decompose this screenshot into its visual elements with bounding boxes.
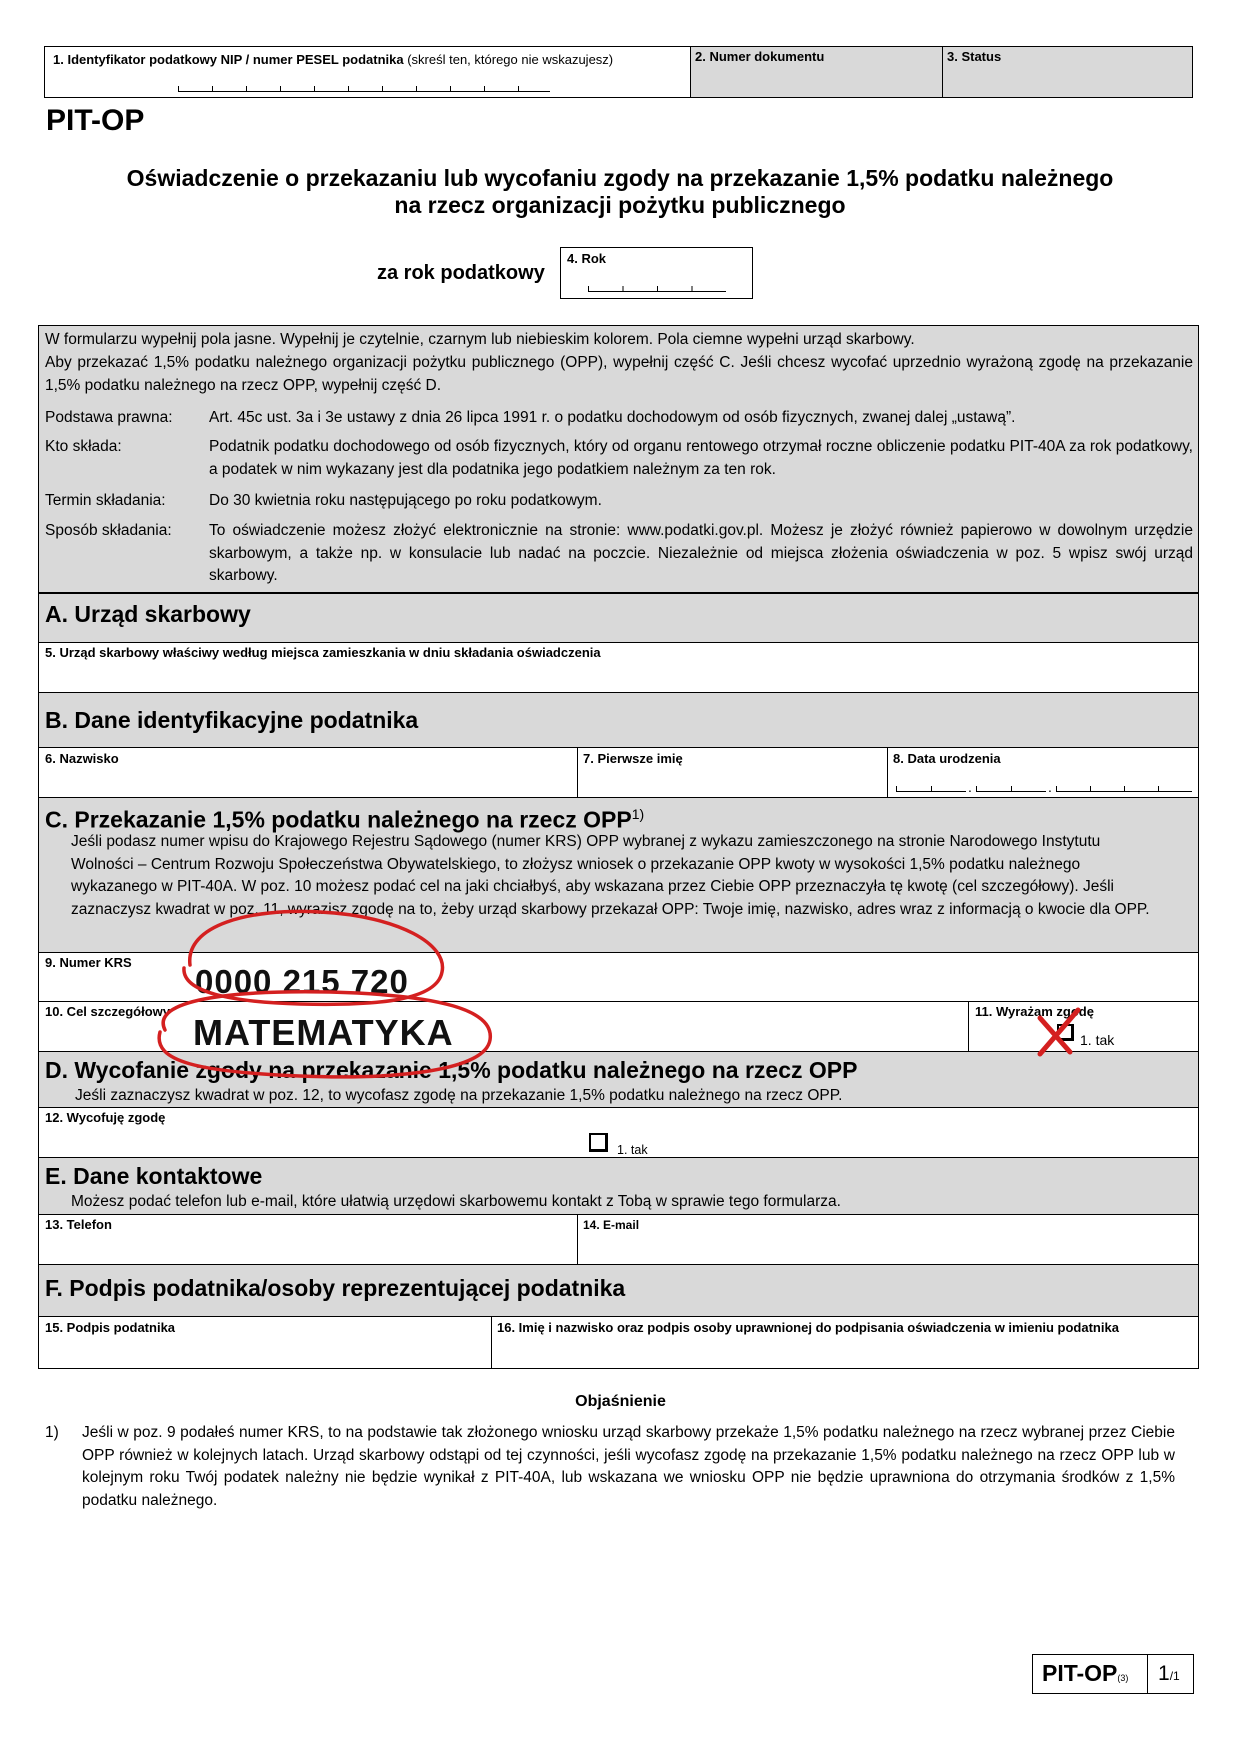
field-10-label: 10. Cel szczegółowy [45,1004,170,1019]
field-10-box[interactable] [38,1001,969,1052]
field-14-box[interactable] [577,1214,1199,1265]
field-12-option: 1. tak [617,1143,648,1157]
field-10-value: MATEMATYKA [193,1012,454,1053]
field-3-label: 3. Status [947,49,1002,64]
section-a-title: A. Urząd skarbowy [45,601,251,627]
section-b-title: B. Dane identyfikacyjne podatnika [45,707,419,733]
field-11-option: 1. tak [1080,1032,1115,1048]
field-13-label: 13. Telefon [45,1217,112,1232]
explanation-title: Objaśnienie [575,1393,666,1410]
field-11-label: 11. Wyrażam zgodę [975,1004,1094,1019]
info-row-legal-basis: Podstawa prawna: Art. 45c ust. 3a i 3e ustawy z dnia 26 lipca 1991 r. o podatku dochodowym od osób fizycznych, zwanej dalej „ustawą”. [45,409,1016,426]
info-row-method: Sposób składania: To oświadczenie możesz złożyć elektronicznie na stronie: www.podatki.gov.pl. Możesz je złożyć również papierowo w dowolnym urzędzie skarbowym, a także np. w konsulacie lub nadać na poczcie. Niezależnie od miejsca złożenia oświadczenia w poz. 5 wpisz swój urząd skarbowy. [45,522,1193,584]
birth-month-input[interactable] [976,786,1046,792]
field-1-label: 1. Identyfikator podatkowy NIP / numer PESEL podatnika (skreśl ten, którego nie wskazujesz) [53,52,614,67]
birth-day-input[interactable] [896,786,966,792]
section-d-description: Jeśli zaznaczysz kwadrat w poz. 12, to wycofasz zgodę na przekazanie 1,5% podatku należnego na rzecz OPP. [75,1087,843,1104]
intro-line-1: W formularzu wypełnij pola jasne. Wypełnij je czytelnie, czarnym lub niebieskim kolorem. Pola ciemne wypełni urząd skarbowy. [45,331,915,348]
date-separator: . [968,779,972,795]
section-f-title: F. Podpis podatnika/osoby reprezentującej podatnika [45,1275,626,1301]
field-4-label: 4. Rok [567,251,607,266]
title-line-1: Oświadczenie o przekazaniu lub wycofaniu zgody na przekazanie 1,5% podatku należnego [126,165,1114,191]
field-2-label: 2. Numer dokumentu [695,49,825,64]
field-13-box[interactable] [38,1214,578,1265]
field-6-label: 6. Nazwisko [45,751,119,766]
section-e-title: E. Dane kontaktowe [45,1163,263,1189]
section-e-description: Możesz podać telefon lub e-mail, które ułatwią urzędowi skarbowemu kontakt z Tobą w sprawie tego formularza. [71,1193,841,1210]
section-d-title: D. Wycofanie zgody na przekazanie 1,5% podatku należnego na rzecz OPP [45,1057,858,1083]
field-7-label: 7. Pierwsze imię [583,751,683,766]
info-row-who-files: Kto składa: Podatnik podatku dochodowego od osób fizycznych, który od organu rentowego otrzymał roczne obliczenie podatku PIT-40A za rok podatkowy, a podatek w nim wykazany jest dla podatnika jego podatkiem należnym za ten rok. [45,438,1193,478]
info-row-deadline: Termin składania: Do 30 kwietnia roku następującego po roku podatkowym. [45,492,602,509]
field-14-label: 14. E-mail [583,1218,640,1232]
field-5-label: 5. Urząd skarbowy właściwy według miejsca zamieszkania w dniu składania oświadczenia [45,645,601,660]
section-c-title: C. Przekazanie 1,5% podatku należnego na rzecz OPP$^{1)}$ [45,806,645,833]
year-label: za rok podatkowy [377,262,545,284]
footer-page-number: 1/1 [1158,1662,1180,1685]
explanation-text: Jeśli w poz. 9 podałeś numer KRS, to na podstawie tak złożonego wniosku urząd skarbowy przekaże 1,5% podatku należnego na rzecz wybranej przez Ciebie OPP również w kolejnych latach. Urząd skarbowy odstąpi od tej czynności, jeśli wycofasz zgodę na przekazanie 1,5% podatku należnego na rzecz OPP lub w kolejnym roku Twój podatek należny nie będzie wynikał z PIT-40A, lub wskazana we wniosku OPP nie będzie uprawniona do otrzymania środków z 1,5% podatku należnego. [82,1424,1175,1509]
field-1-input[interactable] [178,86,550,92]
field-12-checkbox[interactable] [589,1133,608,1152]
page-title [60,165,1180,219]
explanation-number: 1) [45,1424,59,1441]
field-9-label: 9. Numer KRS [45,955,132,970]
field-16-label: 16. Imię i nazwisko oraz podpis osoby uprawnionej do podpisania oświadczenia w imieniu podatnika [497,1320,1119,1335]
form-code: PIT-OP [46,104,145,137]
field-4-input[interactable] [588,286,726,292]
title-line-2: na rzecz organizacji pożytku publicznego [394,192,846,218]
field-11-checkbox[interactable] [1057,1024,1074,1041]
footer-form-code: PIT-OP(3) [1042,1660,1129,1686]
field-12-label: 12. Wycofuję zgodę [45,1110,166,1125]
intro-line-2: Aby przekazać 1,5% podatku należnego organizacji pożytku publicznego (OPP), wypełnij część C. Jeśli chcesz wycofać uprzednio wyrażoną zgodę na przekazanie 1,5% podatku należnego na rzecz OPP, wypełnij część D. [45,354,1193,394]
footnote-ref: 1) [631,806,645,822]
section-c-description: Jeśli podasz numer wpisu do Krajowego Rejestru Sądowego (numer KRS) OPP wybranej z wykazu zamieszczonego na stronie Narodowego Instytutu Wolności – Centrum Rozwoju Społeczeństwa Obywatelskiego, to złożysz wniosek o przekazanie OPP kwoty w wysokości 1,5% podatku należnego wykazanego w PIT-40A. W poz. 10 możesz podać cel na jaki chciałbyś, aby wskazana przez Ciebie OPP przeznaczyła tę kwotę (cel szczegółowy). Jeśli zaznaczysz kwadrat w poz. 11, wyrazisz zgodę na to, żeby urząd skarbowy przekazał OPP: Twoje imię, nazwisko, adres wraz z informacją o kwocie dla OPP. [71,833,1150,918]
field-9-value: 0000 215 720 [195,963,409,1000]
field-15-label: 15. Podpis podatnika [45,1320,176,1335]
divider [38,592,1199,594]
field-8-label: 8. Data urodzenia [893,751,1001,766]
field-6-box[interactable] [38,747,578,798]
footer-version: (3) [1117,1673,1129,1683]
date-separator: . [1048,779,1052,795]
birth-year-input[interactable] [1056,786,1192,792]
